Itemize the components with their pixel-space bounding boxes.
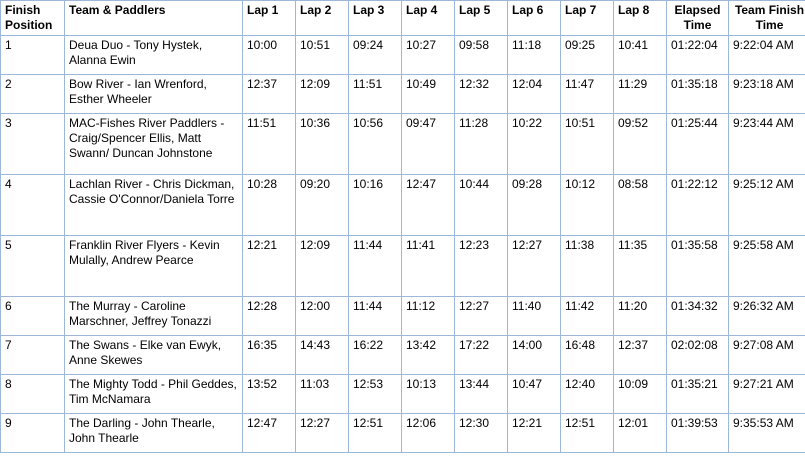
column-header-lap-1: Lap 1 bbox=[243, 1, 296, 36]
cell-lap-5: 11:28 bbox=[455, 114, 508, 175]
cell-lap-4: 10:49 bbox=[402, 75, 455, 114]
cell-lap-4: 12:47 bbox=[402, 175, 455, 236]
cell-lap-4: 12:06 bbox=[402, 414, 455, 453]
cell-lap-7: 16:48 bbox=[561, 336, 614, 375]
cell-lap-2: 12:27 bbox=[296, 414, 349, 453]
cell-lap-8: 10:09 bbox=[614, 375, 667, 414]
cell-elapsed: 02:02:08 bbox=[667, 336, 729, 375]
cell-lap-5: 12:27 bbox=[455, 297, 508, 336]
cell-finish: 9:23:18 AM bbox=[729, 75, 805, 114]
cell-elapsed: 01:34:32 bbox=[667, 297, 729, 336]
column-header-lap-5: Lap 5 bbox=[455, 1, 508, 36]
column-header-lap-4: Lap 4 bbox=[402, 1, 455, 36]
cell-position: 7 bbox=[1, 336, 65, 375]
cell-lap-7: 11:38 bbox=[561, 236, 614, 297]
cell-lap-2: 10:36 bbox=[296, 114, 349, 175]
cell-position: 3 bbox=[1, 114, 65, 175]
cell-lap-1: 12:28 bbox=[243, 297, 296, 336]
cell-lap-7: 10:12 bbox=[561, 175, 614, 236]
cell-lap-8: 11:20 bbox=[614, 297, 667, 336]
cell-lap-3: 09:24 bbox=[349, 36, 402, 75]
cell-lap-2: 12:00 bbox=[296, 297, 349, 336]
cell-elapsed: 01:35:58 bbox=[667, 236, 729, 297]
cell-position: 8 bbox=[1, 375, 65, 414]
cell-lap-6: 12:21 bbox=[508, 414, 561, 453]
cell-team: Lachlan River - Chris Dickman, Cassie O'Connor/Daniela Torre bbox=[65, 175, 243, 236]
cell-lap-3: 11:44 bbox=[349, 297, 402, 336]
cell-lap-4: 10:27 bbox=[402, 36, 455, 75]
cell-position: 6 bbox=[1, 297, 65, 336]
cell-lap-1: 10:28 bbox=[243, 175, 296, 236]
cell-finish: 9:22:04 AM bbox=[729, 36, 805, 75]
cell-lap-5: 13:44 bbox=[455, 375, 508, 414]
table-header bbox=[1, 1, 805, 36]
column-header-lap-2: Lap 2 bbox=[296, 1, 349, 36]
table-row bbox=[1, 36, 805, 75]
table-row bbox=[1, 236, 805, 297]
cell-team: Franklin River Flyers - Kevin Mulally, Andrew Pearce bbox=[65, 236, 243, 297]
column-header-team-paddlers: Team & Paddlers bbox=[65, 1, 243, 36]
column-header-elapsed-time: Elapsed Time bbox=[667, 1, 729, 36]
cell-lap-6: 09:28 bbox=[508, 175, 561, 236]
cell-lap-2: 10:51 bbox=[296, 36, 349, 75]
cell-finish: 9:26:32 AM bbox=[729, 297, 805, 336]
cell-team: The Darling - John Thearle, John Thearle bbox=[65, 414, 243, 453]
cell-elapsed: 01:35:21 bbox=[667, 375, 729, 414]
cell-lap-8: 11:29 bbox=[614, 75, 667, 114]
cell-lap-5: 12:32 bbox=[455, 75, 508, 114]
table-row bbox=[1, 375, 805, 414]
column-header-lap-7: Lap 7 bbox=[561, 1, 614, 36]
cell-lap-4: 09:47 bbox=[402, 114, 455, 175]
cell-lap-2: 12:09 bbox=[296, 75, 349, 114]
cell-elapsed: 01:22:04 bbox=[667, 36, 729, 75]
cell-position: 2 bbox=[1, 75, 65, 114]
cell-lap-2: 11:03 bbox=[296, 375, 349, 414]
cell-team: The Swans - Elke van Ewyk, Anne Skewes bbox=[65, 336, 243, 375]
cell-lap-1: 12:47 bbox=[243, 414, 296, 453]
cell-lap-3: 12:53 bbox=[349, 375, 402, 414]
table-row bbox=[1, 414, 805, 453]
table-row bbox=[1, 336, 805, 375]
cell-lap-3: 12:51 bbox=[349, 414, 402, 453]
cell-lap-2: 14:43 bbox=[296, 336, 349, 375]
cell-lap-2: 12:09 bbox=[296, 236, 349, 297]
cell-lap-4: 11:41 bbox=[402, 236, 455, 297]
cell-lap-8: 09:52 bbox=[614, 114, 667, 175]
cell-lap-8: 12:37 bbox=[614, 336, 667, 375]
column-header-team-finish-time: Team Finish Time bbox=[729, 1, 805, 36]
cell-team: The Mighty Todd - Phil Geddes, Tim McNamara bbox=[65, 375, 243, 414]
cell-lap-1: 10:00 bbox=[243, 36, 296, 75]
cell-lap-8: 10:41 bbox=[614, 36, 667, 75]
cell-lap-7: 10:51 bbox=[561, 114, 614, 175]
cell-lap-6: 10:47 bbox=[508, 375, 561, 414]
cell-lap-6: 10:22 bbox=[508, 114, 561, 175]
cell-finish: 9:25:12 AM bbox=[729, 175, 805, 236]
cell-lap-1: 13:52 bbox=[243, 375, 296, 414]
cell-lap-7: 11:47 bbox=[561, 75, 614, 114]
cell-position: 4 bbox=[1, 175, 65, 236]
cell-lap-6: 14:00 bbox=[508, 336, 561, 375]
column-header-lap-8: Lap 8 bbox=[614, 1, 667, 36]
cell-team: MAC-Fishes River Paddlers - Craig/Spencer Ellis, Matt Swann/ Duncan Johnstone bbox=[65, 114, 243, 175]
cell-lap-7: 12:51 bbox=[561, 414, 614, 453]
cell-position: 9 bbox=[1, 414, 65, 453]
cell-elapsed: 01:35:18 bbox=[667, 75, 729, 114]
cell-team: Bow River - Ian Wrenford, Esther Wheeler bbox=[65, 75, 243, 114]
cell-lap-1: 12:37 bbox=[243, 75, 296, 114]
header-row bbox=[1, 1, 805, 36]
cell-lap-5: 10:44 bbox=[455, 175, 508, 236]
table-row bbox=[1, 75, 805, 114]
cell-lap-7: 11:42 bbox=[561, 297, 614, 336]
cell-lap-4: 10:13 bbox=[402, 375, 455, 414]
cell-lap-6: 11:18 bbox=[508, 36, 561, 75]
table-body bbox=[1, 36, 805, 453]
cell-lap-3: 11:51 bbox=[349, 75, 402, 114]
cell-finish: 9:27:21 AM bbox=[729, 375, 805, 414]
cell-lap-5: 12:23 bbox=[455, 236, 508, 297]
cell-lap-5: 17:22 bbox=[455, 336, 508, 375]
column-header-lap-6: Lap 6 bbox=[508, 1, 561, 36]
cell-lap-1: 16:35 bbox=[243, 336, 296, 375]
cell-lap-5: 09:58 bbox=[455, 36, 508, 75]
cell-lap-3: 16:22 bbox=[349, 336, 402, 375]
cell-lap-8: 11:35 bbox=[614, 236, 667, 297]
table-row bbox=[1, 175, 805, 236]
cell-team: The Murray - Caroline Marschner, Jeffrey Tonazzi bbox=[65, 297, 243, 336]
cell-lap-7: 09:25 bbox=[561, 36, 614, 75]
cell-lap-4: 13:42 bbox=[402, 336, 455, 375]
cell-lap-1: 11:51 bbox=[243, 114, 296, 175]
cell-finish: 9:35:53 AM bbox=[729, 414, 805, 453]
cell-team: Deua Duo - Tony Hystek, Alanna Ewin bbox=[65, 36, 243, 75]
table-row bbox=[1, 297, 805, 336]
cell-elapsed: 01:25:44 bbox=[667, 114, 729, 175]
cell-finish: 9:25:58 AM bbox=[729, 236, 805, 297]
cell-lap-3: 10:16 bbox=[349, 175, 402, 236]
cell-lap-4: 11:12 bbox=[402, 297, 455, 336]
cell-elapsed: 01:39:53 bbox=[667, 414, 729, 453]
cell-finish: 9:23:44 AM bbox=[729, 114, 805, 175]
cell-lap-6: 11:40 bbox=[508, 297, 561, 336]
cell-lap-6: 12:04 bbox=[508, 75, 561, 114]
cell-position: 1 bbox=[1, 36, 65, 75]
column-header-finish-position: Finish Position bbox=[1, 1, 65, 36]
cell-lap-1: 12:21 bbox=[243, 236, 296, 297]
column-header-lap-3: Lap 3 bbox=[349, 1, 402, 36]
cell-elapsed: 01:22:12 bbox=[667, 175, 729, 236]
cell-lap-3: 10:56 bbox=[349, 114, 402, 175]
cell-position: 5 bbox=[1, 236, 65, 297]
cell-lap-6: 12:27 bbox=[508, 236, 561, 297]
cell-finish: 9:27:08 AM bbox=[729, 336, 805, 375]
table-row bbox=[1, 114, 805, 175]
cell-lap-3: 11:44 bbox=[349, 236, 402, 297]
cell-lap-2: 09:20 bbox=[296, 175, 349, 236]
cell-lap-5: 12:30 bbox=[455, 414, 508, 453]
cell-lap-8: 08:58 bbox=[614, 175, 667, 236]
cell-lap-7: 12:40 bbox=[561, 375, 614, 414]
cell-lap-8: 12:01 bbox=[614, 414, 667, 453]
